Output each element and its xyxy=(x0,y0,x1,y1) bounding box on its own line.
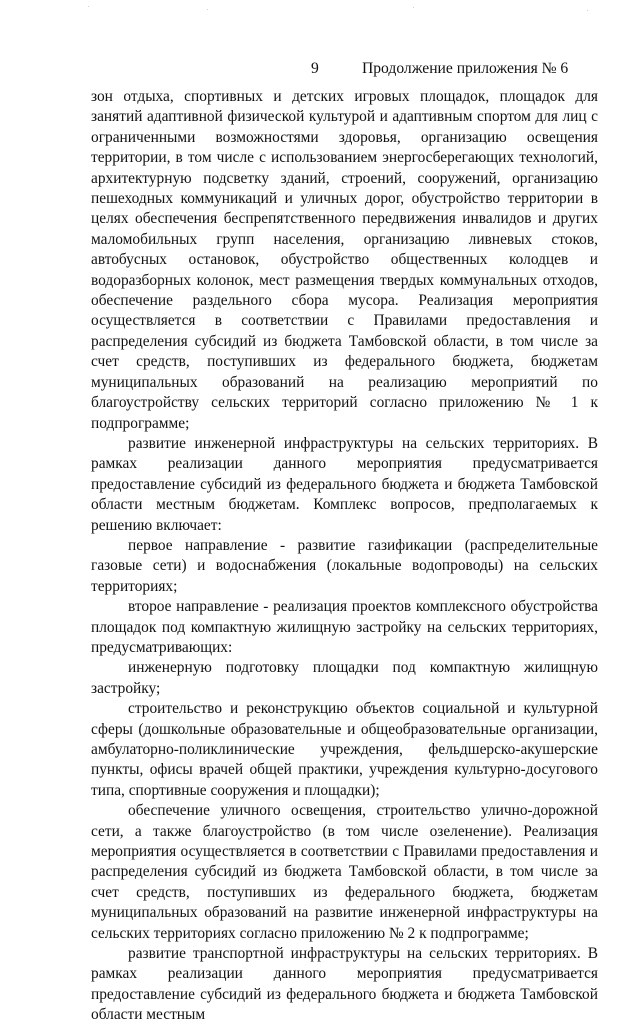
page-header xyxy=(0,58,640,80)
paragraph-site-preparation: инженерную подготовку площадки под компактную жилищную застройку; xyxy=(91,659,598,697)
scan-speck xyxy=(413,7,414,8)
scan-speck xyxy=(587,10,588,11)
paragraph-continuation: зон отдыха, спортивных и детских игровых площадок, площадок для занятий адаптивной физической культурой и адаптивным спортом для лиц с ограниченными возможностями здоровья, организацию освещения территории, в том числе с использованием энергосберегающих технологий, архитектурную подсветку зданий, строений, сооружений, организацию пешеходных коммуникаций и уличных дорог, обустройство территории в целях обеспечения беспрепятственного передвижения инвалидов и других маломобильных групп населения, организацию ливневых стоков, автобусных остановок, обустройство общественных колодцев и водоразборных колонок, мест размещения твердых коммунальных отходов, обеспечение раздельного сбора мусора. Реализация мероприятия осуществляется в соответствии с Правилами предоставления и распределения субсидий из бюджета Тамбовской области, в том числе за счет средств, поступивших из федерального бюджета, бюджетам муниципальных образований на реализацию мероприятий по благоустройству сельских территорий согласно приложению № 1 к подпрограмме; xyxy=(91,88,598,432)
paragraph-engineering-infrastructure: развитие инженерной инфраструктуры на сельских территориях. В рамках реализации данного мероприятия предусматривается предоставление субсидий из федерального бюджета и бюджета Тамбовской области местным бюджетам. Комплекс вопросов, предполагаемых к решению включает: xyxy=(91,434,598,534)
running-head: Продолжение приложения № 6 xyxy=(362,60,569,77)
paragraph-second-direction: второе направление - реализация проектов комплексного обустройства площадок под компактную жилищную застройку на сельских территориях, предусматривающих: xyxy=(91,598,598,656)
scan-speck xyxy=(88,6,89,7)
body-text xyxy=(91,87,598,1026)
page-number: 9 xyxy=(311,60,319,77)
paragraph-social-facilities: строительство и реконструкцию объектов социальной и культурной сферы (дошкольные образовательные и общеобразовательные организации, амбулаторно-поликлинические учреждения, фельдшерско-акушерские пункты, офисы врачей общей практики, учреждения культурно-досугового типа, спортивные сооружения и площадки); xyxy=(91,700,598,799)
scan-speck xyxy=(207,9,208,10)
paragraph-street-lighting: обеспечение уличного освещения, строительство улично-дорожной сети, а также благоустройство (в том числе озеленение). Реализация мероприятия осуществляется в соответствии с Правилами предоставления и распределения субсидий из бюджета Тамбовской области, в том числе за счет средств, поступивших из федерального бюджета, бюджетам муниципальных образований на развитие инженерной инфраструктуры на сельских территориях согласно приложению № 2 к подпрограмме; xyxy=(91,802,598,942)
paragraph-first-direction: первое направление - развитие газификации (распределительные газовые сети) и водоснабжения (локальные водопроводы) на сельских территориях; xyxy=(91,536,598,595)
paragraph-transport-infrastructure: развитие транспортной инфраструктуры на сельских территориях. В рамках реализации данного мероприятия предусматривается предоставление субсидий из федерального бюджета и бюджета Тамбовской области местным xyxy=(91,945,598,1024)
